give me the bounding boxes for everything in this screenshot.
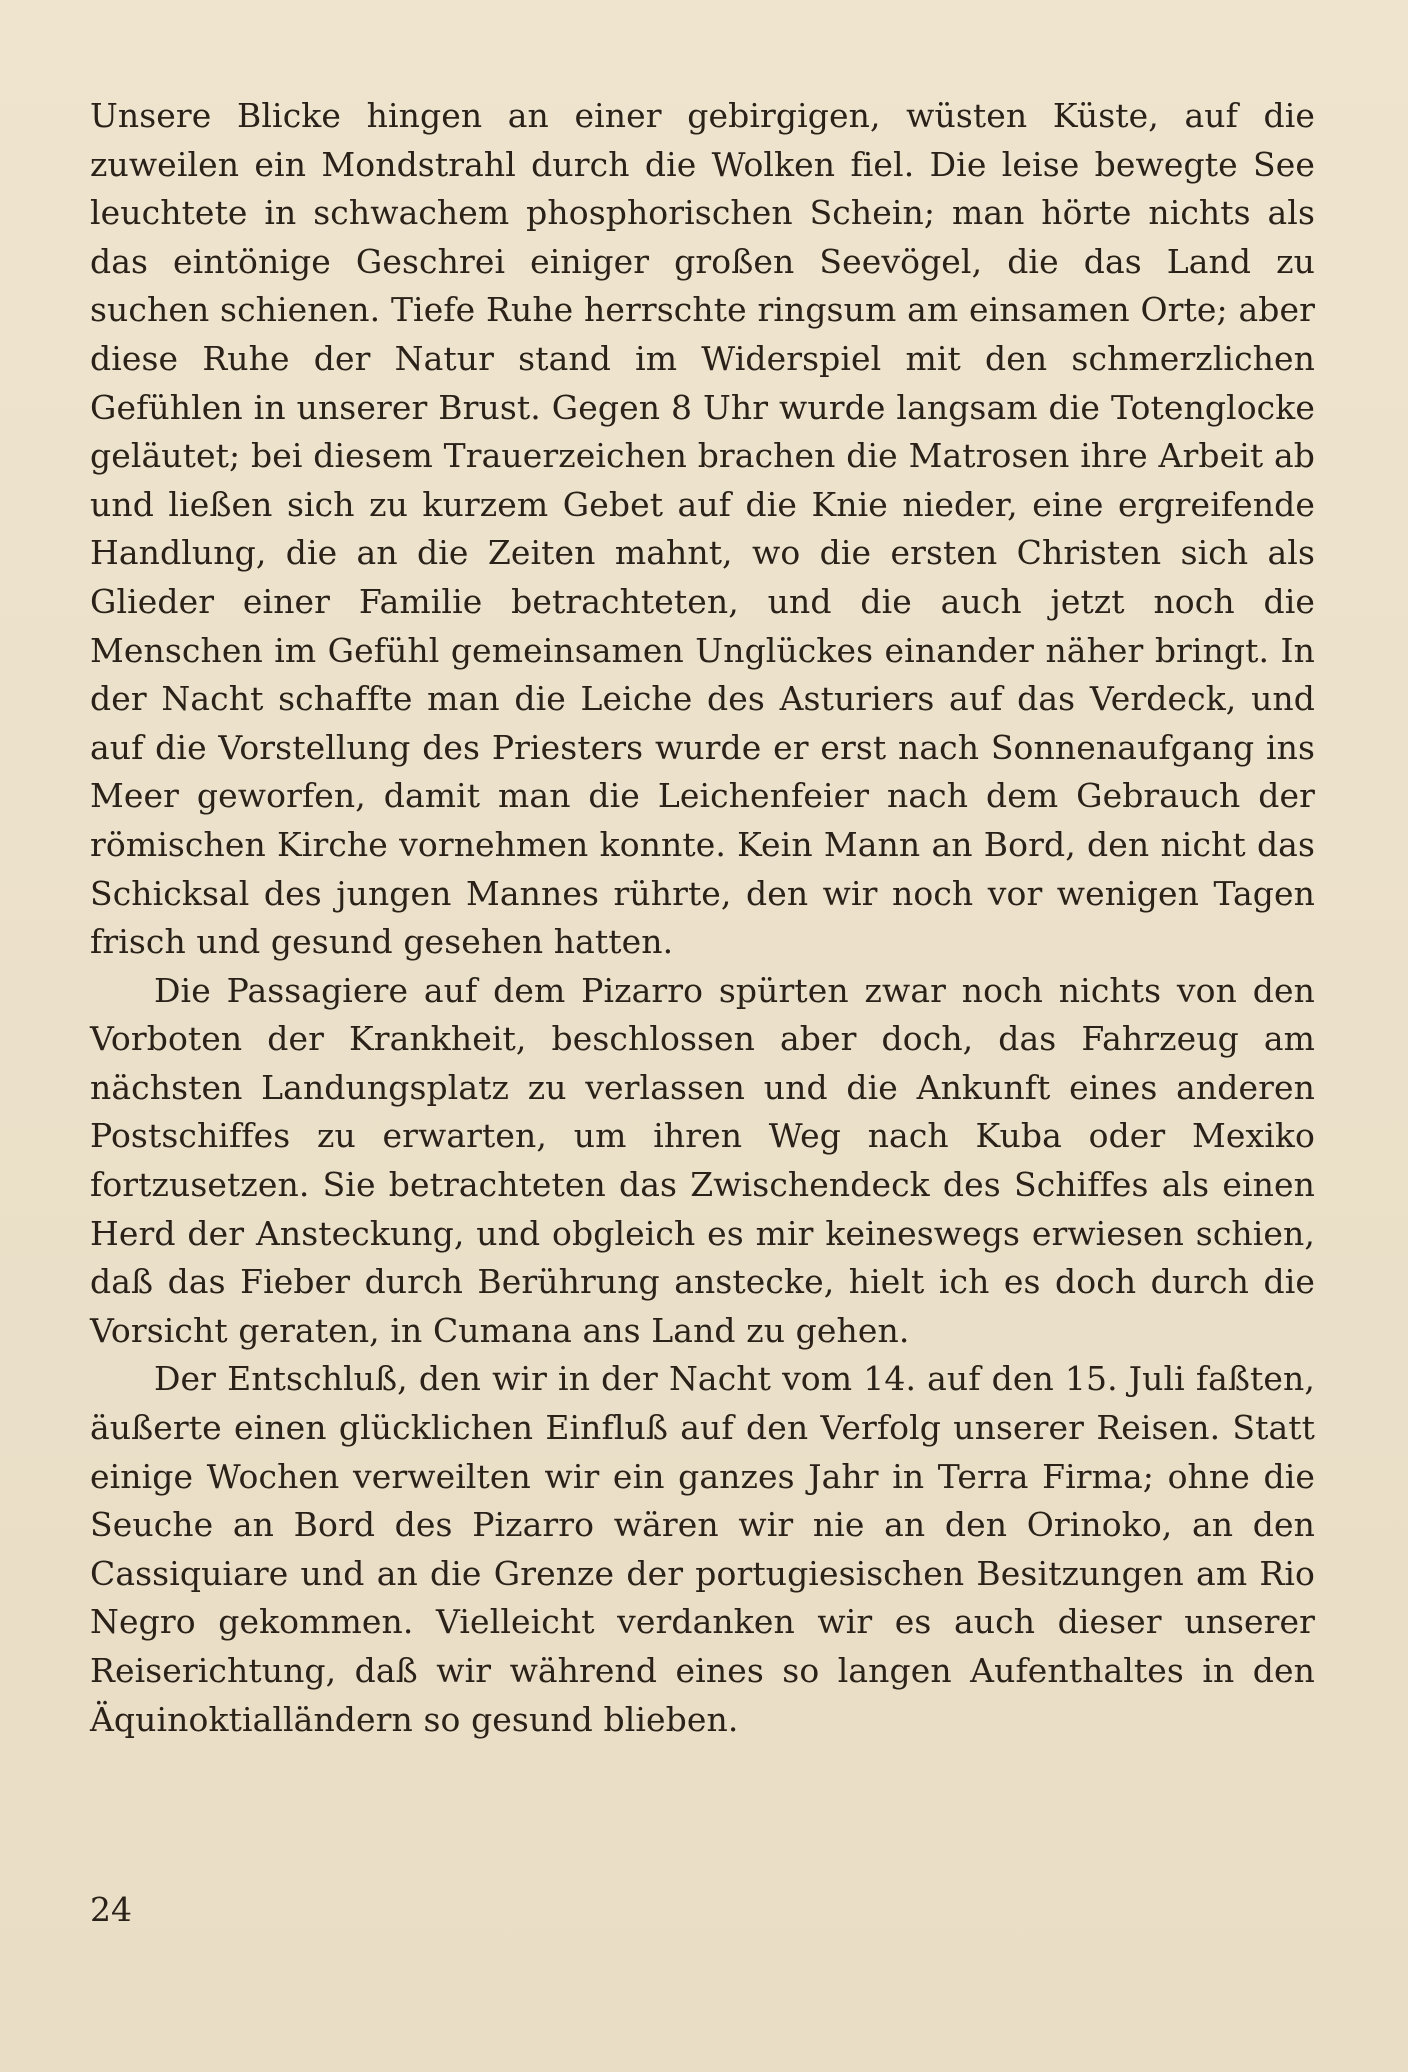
- paragraph-3: Der Entschluß, den wir in der Nacht vom 14. auf den 15. Juli faßten, äußerte einen glücklichen Einfluß auf den Verfolg unserer Reisen. Statt einige Wochen verweilten wir ein ganzes Jahr in Terra Firma; ohne die Seuche an Bord des Pizarro wären wir nie an den Orinoko, an den Cassiquiare und an die Grenze der portugiesischen Besitzungen am Rio Negro gekommen. Vielleicht verdanken wir es auch dieser unserer Reiserichtung, daß wir während eines so langen Aufenthaltes in den Äquinoktialländern so gesund blieben.: [90, 1359, 1315, 1739]
- paragraph-1: Unsere Blicke hingen an einer gebirgigen, wüsten Küste, auf die zuweilen ein Mondstrahl durch die Wolken fiel. Die leise bewegte See leuchtete in schwachem phosphorischen Schein; man hörte nichts als das eintönige Geschrei einiger großen Seevögel, die das Land zu suchen schienen. Tiefe Ruhe herrschte ringsum am einsamen Orte; aber diese Ruhe der Natur stand im Widerspiel mit den schmerzlichen Gefühlen in unserer Brust. Gegen 8 Uhr wurde langsam die Totenglocke geläutet; bei diesem Trauerzeichen brachen die Matrosen ihre Arbeit ab und ließen sich zu kurzem Gebet auf die Knie nieder, eine ergreifende Handlung, die an die Zeiten mahnt, wo die ersten Christen sich als Glieder einer Familie betrachteten, und die auch jetzt noch die Menschen im Gefühl gemeinsamen Unglückes einander näher bringt. In der Nacht schaffte man die Leiche des Asturiers auf das Verdeck, und auf die Vorstellung des Priesters wurde er erst nach Sonnenaufgang ins Meer geworfen, damit man die Leichenfeier nach dem Gebrauch der römischen Kirche vornehmen konnte. Kein Mann an Bord, den nicht das Schicksal des jungen Mannes rührte, den wir noch vor wenigen Tagen frisch und gesund gesehen hatten.: [90, 96, 1315, 962]
- paragraph-2: Die Passagiere auf dem Pizarro spürten zwar noch nichts von den Vorboten der Krankheit, beschlossen aber doch, das Fahrzeug am nächsten Landungsplatz zu verlassen und die Ankunft eines anderen Postschiffes zu erwarten, um ihren Weg nach Kuba oder Mexiko fortzusetzen. Sie betrachteten das Zwischendeck des Schiffes als einen Herd der Ansteckung, und obgleich es mir keineswegs erwiesen schien, daß das Fieber durch Berührung anstecke, hielt ich es doch durch die Vorsicht geraten, in Cumana ans Land zu gehen.: [90, 970, 1315, 1350]
- page-number: 24: [90, 1890, 132, 1929]
- body-text: [90, 92, 1315, 1744]
